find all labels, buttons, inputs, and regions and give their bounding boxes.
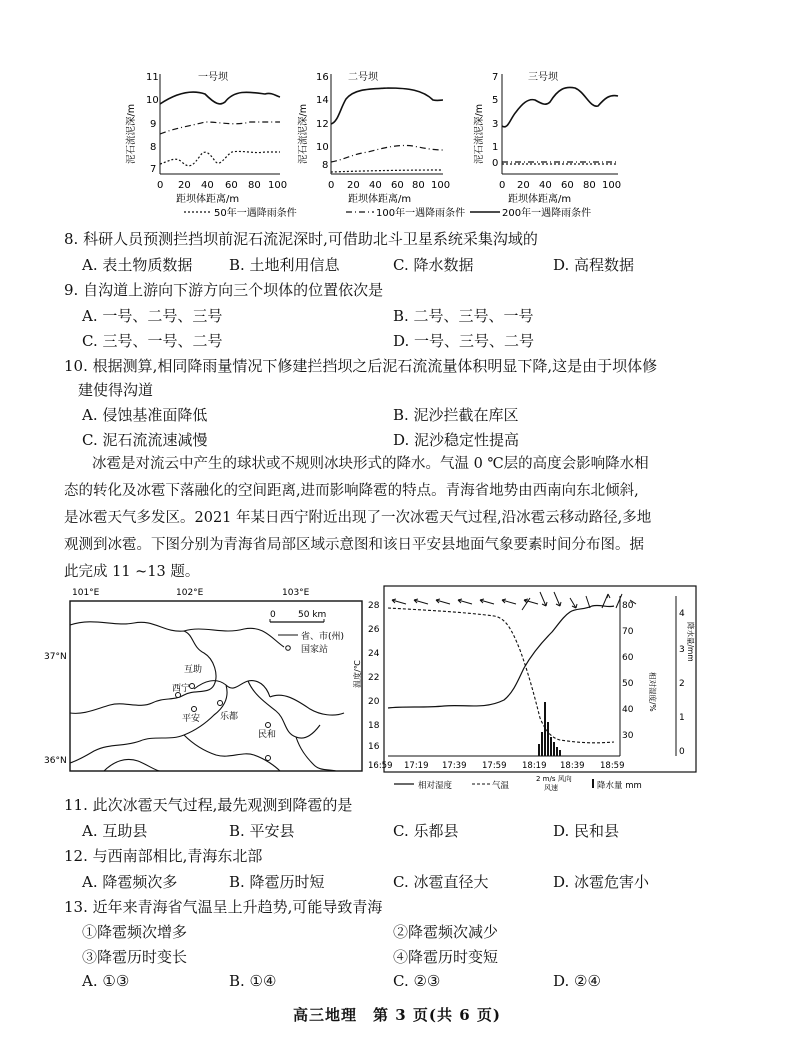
weather-chart (353, 582, 698, 800)
right-tick: 2 (679, 679, 685, 689)
xtick: 20 (178, 180, 191, 191)
ytick: 8 (322, 160, 329, 171)
q12-option-a[interactable]: A. 降雹频次多 (82, 873, 178, 891)
q10-option-b[interactable]: B. 泥沙拦截在库区 (393, 406, 519, 424)
ytick: 8 (150, 142, 157, 153)
xtick: 60 (391, 180, 404, 191)
ytick: 7 (150, 164, 157, 175)
q8-option-b[interactable]: B. 土地利用信息 (229, 256, 340, 274)
x-axis-label: 距坝体距离/m (176, 194, 240, 205)
scale-label: 50 km (298, 610, 327, 620)
q12-stem: 12. 与西南部相比,青海东北部 (64, 847, 263, 865)
panel-title: 三号坝 (528, 72, 558, 83)
ytick: 1 (492, 142, 499, 153)
xtick: 0 (157, 180, 164, 191)
q8-option-d[interactable]: D. 高程数据 (553, 256, 635, 274)
passage-line: 态的转化及冰雹下落融化的空间距离,进而影响降雹的特点。青海省地势由西南向东北倾斜, (64, 483, 639, 499)
x-axis-label: 距坝体距离/m (348, 194, 412, 205)
y-axis-label: 泥石流泥深/m (474, 104, 485, 164)
q12-option-d[interactable]: D. 冰雹危害小 (553, 873, 650, 891)
right-tick: 1 (679, 713, 685, 723)
xtick: 40 (539, 180, 552, 191)
time-tick: 16:59 (368, 761, 393, 771)
ytick: 0 (492, 158, 499, 169)
x-axis-label: 距坝体距离/m (508, 194, 572, 205)
dam-panel-2 (297, 70, 450, 205)
ytick: 5 (492, 95, 499, 106)
place-pingan: 平安 (182, 714, 201, 724)
q12-option-b[interactable]: B. 降雹历时短 (229, 873, 325, 891)
mid-tick: 70 (622, 627, 634, 637)
lat-label: 36°N (44, 756, 67, 766)
right-tick: 3 (679, 645, 685, 655)
q11-option-c[interactable]: C. 乐都县 (393, 822, 459, 840)
lon-label: 103°E (282, 588, 310, 598)
right-axis-label: 降水量/mm (686, 622, 695, 662)
ytick: 9 (150, 119, 157, 130)
q11-stem: 11. 此次冰雹天气过程,最先观测到降雹的是 (64, 796, 353, 814)
place-ledu: 乐都 (220, 712, 239, 722)
legend-boundary: 省、市(州) (301, 632, 345, 642)
dam-legend (184, 206, 591, 219)
passage-line: 是冰雹天气多发区。2021 年某日西宁附近出现了一次冰雹天气过程,沿冰雹云移动路径,多地 (64, 510, 652, 526)
xtick: 80 (412, 180, 425, 191)
q13-item-1: ①降雹频次增多 (82, 923, 188, 941)
xtick: 100 (268, 180, 288, 191)
q11-option-b[interactable]: B. 平安县 (229, 822, 295, 840)
legend-station: 国家站 (301, 645, 329, 655)
q10-option-d[interactable]: D. 泥沙稳定性提高 (393, 431, 520, 449)
place-huzhu: 互助 (184, 665, 203, 675)
q13-item-2: ②降雹频次减少 (393, 923, 499, 941)
place-xining: 西宁 (172, 684, 191, 694)
left-tick: 20 (368, 697, 380, 707)
legend-100yr: 100年一遇降雨条件 (376, 208, 466, 219)
ytick: 14 (316, 95, 329, 106)
right-tick: 0 (679, 747, 685, 757)
q9-option-b[interactable]: B. 二号、三号、一号 (393, 307, 534, 325)
right-tick: 4 (679, 609, 685, 619)
page-footer: 高三地理 第 3 页(共 6 页) (293, 1006, 501, 1024)
xtick: 20 (517, 180, 530, 191)
lon-label: 102°E (176, 588, 204, 598)
lat-label: 37°N (44, 652, 67, 662)
left-tick: 26 (368, 625, 380, 635)
legend-temp: 气温 (492, 781, 510, 791)
left-tick: 16 (368, 742, 380, 752)
xtick: 100 (602, 180, 622, 191)
y-axis-label: 泥石流泥深/m (298, 104, 309, 164)
dam-charts (120, 64, 680, 222)
ytick: 11 (146, 72, 159, 83)
lon-label: 101°E (72, 588, 100, 598)
q13-stem: 13. 近年来青海省气温呈上升趋势,可能导致青海 (64, 898, 383, 916)
q9-option-a[interactable]: A. 一号、二号、三号 (82, 307, 223, 325)
q10-option-a[interactable]: A. 侵蚀基准面降低 (82, 406, 208, 424)
time-tick: 17:39 (442, 761, 467, 771)
qinghai-map (44, 585, 364, 790)
ytick: 7 (492, 72, 499, 83)
q13-item-4: ④降雹历时变短 (393, 948, 499, 966)
time-tick: 17:59 (482, 761, 507, 771)
q8-option-a[interactable]: A. 表土物质数据 (82, 256, 193, 274)
xtick: 100 (431, 180, 451, 191)
ytick: 10 (316, 142, 329, 153)
legend-wind-top: 2 m/s 风向 (536, 775, 572, 783)
scale-zero: 0 (270, 610, 276, 620)
time-tick: 18:59 (600, 761, 625, 771)
time-tick: 18:19 (522, 761, 547, 771)
xtick: 40 (201, 180, 214, 191)
xtick: 60 (561, 180, 574, 191)
xtick: 20 (347, 180, 360, 191)
q10-stem-line2: 建使得沟道 (78, 381, 154, 399)
left-tick: 28 (368, 601, 380, 611)
q10-stem-line1: 10. 根据测算,相同降雨量情况下修建拦挡坝之后泥石流流量体积明显下降,这是由于坝体修 (64, 357, 658, 375)
mid-tick: 60 (622, 653, 634, 663)
time-tick: 18:39 (560, 761, 585, 771)
passage-line: 冰雹是对流云中产生的球状或不规则冰块形式的降水。气温 0 ℃层的高度会影响降水相 (92, 456, 649, 472)
mid-tick: 50 (622, 679, 634, 689)
left-tick: 22 (368, 673, 380, 683)
q13-option-b[interactable]: B. ①④ (229, 972, 277, 990)
passage (64, 451, 776, 586)
q11-option-a[interactable]: A. 互助县 (82, 822, 148, 840)
ytick: 3 (492, 119, 499, 130)
legend-wind-bottom: 风速 (544, 784, 558, 792)
xtick: 60 (225, 180, 238, 191)
xtick: 0 (499, 180, 506, 191)
legend-precip: 降水量 mm (597, 781, 642, 791)
legend-200yr: 200年一遇降雨条件 (502, 208, 592, 219)
passage-line: 观测到冰雹。下图分别为青海省局部区域示意图和该日平安县地面气象要素时间分布图。据 (64, 537, 644, 553)
dam-panel-3 (473, 70, 621, 205)
mid-tick: 30 (622, 731, 634, 741)
panel-title: 一号坝 (198, 72, 228, 83)
q13-option-c[interactable]: C. ②③ (393, 972, 441, 990)
xtick: 80 (248, 180, 261, 191)
legend-50yr: 50年一遇降雨条件 (214, 208, 297, 219)
xtick: 80 (583, 180, 596, 191)
left-tick: 24 (368, 649, 380, 659)
q10-option-c[interactable]: C. 泥石流流速减慢 (82, 431, 208, 449)
ytick: 12 (316, 119, 329, 130)
left-tick: 18 (368, 721, 380, 731)
dam-panel-1 (125, 70, 287, 205)
q8-stem: 8. 科研人员预测拦挡坝前泥石流泥深时,可借助北斗卫星系统采集沟域的 (64, 230, 538, 248)
passage-line: 此完成 11 ~13 题。 (64, 564, 200, 580)
ytick: 16 (316, 72, 329, 83)
legend-humidity: 相对湿度 (418, 781, 453, 791)
q13-item-3: ③降雹历时变长 (82, 948, 188, 966)
q9-option-c[interactable]: C. 三号、一号、二号 (82, 332, 223, 350)
left-axis-label: 温度/℃ (353, 660, 362, 688)
time-tick: 17:19 (404, 761, 429, 771)
mid-tick: 80 (622, 601, 634, 611)
y-axis-label: 泥石流泥深/m (126, 104, 137, 164)
q13-option-d[interactable]: D. ②④ (553, 972, 601, 990)
panel-title: 二号坝 (348, 72, 378, 83)
q9-option-d[interactable]: D. 一号、三号、二号 (393, 332, 535, 350)
q11-option-d[interactable]: D. 民和县 (553, 822, 620, 840)
mid-axis-label: 相对湿度/% (648, 672, 657, 712)
xtick: 0 (328, 180, 335, 191)
mid-tick: 40 (622, 705, 634, 715)
q12-option-c[interactable]: C. 冰雹直径大 (393, 873, 489, 891)
ytick: 10 (146, 95, 159, 106)
q8-option-c[interactable]: C. 降水数据 (393, 256, 474, 274)
place-minhe: 民和 (258, 730, 277, 740)
q9-stem: 9. 自沟道上游向下游方向三个坝体的位置依次是 (64, 281, 384, 299)
xtick: 40 (369, 180, 382, 191)
q13-option-a[interactable]: A. ①③ (82, 972, 130, 990)
